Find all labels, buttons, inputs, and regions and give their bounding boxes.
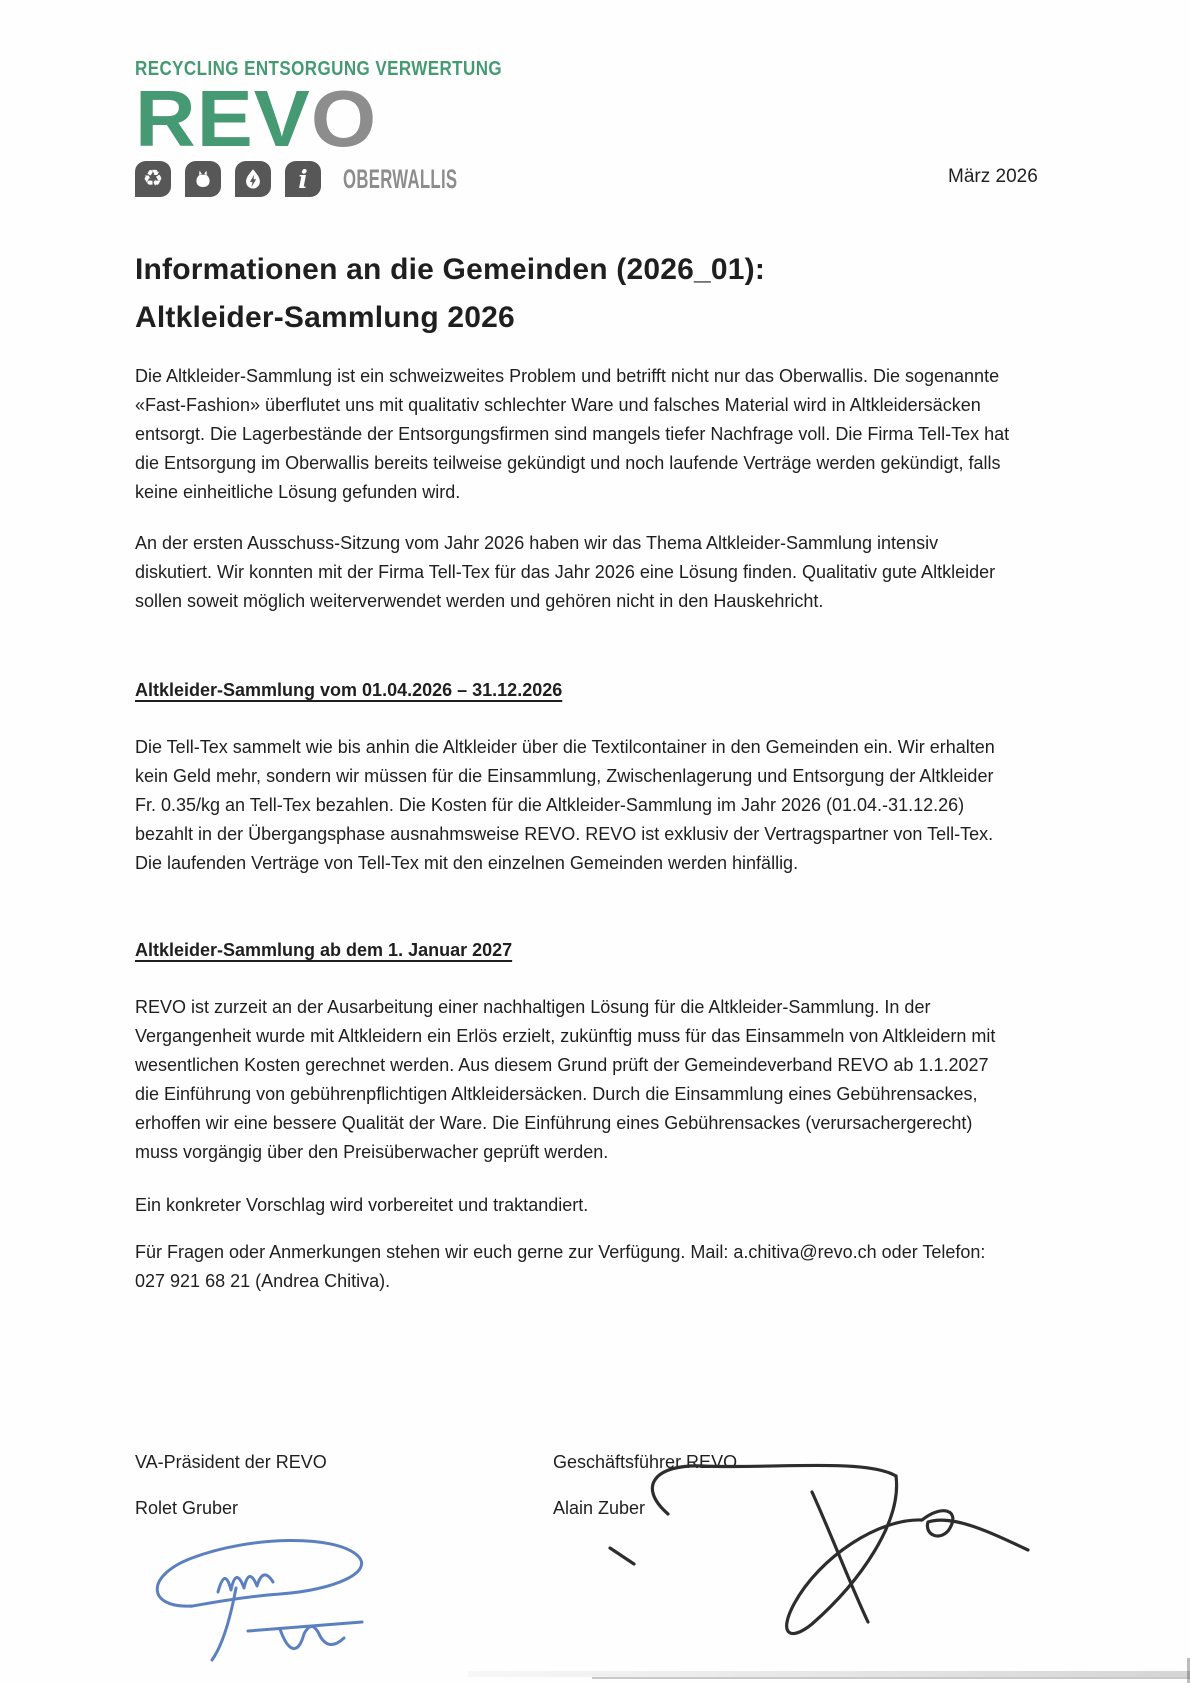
logo-icon-row	[135, 161, 567, 197]
title-line-1: Informationen an die Gemeinden (2026_01):	[135, 253, 766, 286]
wordmark-o: O	[310, 74, 378, 163]
logo-tagline: RECYCLING ENTSORGUNG VERWERTUNG	[135, 58, 503, 80]
letter-date: März 2026	[948, 166, 1038, 187]
signature-right-role: Geschäftsführer REVO	[553, 1452, 738, 1472]
logo-region-label: OBERWALLIS	[343, 163, 458, 194]
trash-bag-icon	[185, 161, 221, 197]
signature-left-name: Rolet Gruber	[135, 1498, 239, 1518]
paragraph-vorschlag: Ein konkreter Vorschlag wird vorbereitet und traktandiert.	[135, 1195, 589, 1215]
paragraph-kontakt: Für Fragen oder Anmerkungen stehen wir euch gerne zur Verfügung. Mail: a.chitiva@revo.ch oder Telefon: 027 921 68 21 (Andrea Chitiva).	[135, 1242, 986, 1291]
energy-flame-icon	[235, 161, 271, 197]
letter-body	[135, 362, 1013, 1296]
signature-left-role: VA-Präsident der REVO	[135, 1452, 327, 1472]
paragraph-ausschuss: An der ersten Ausschuss-Sitzung vom Jahr 2026 haben wir das Thema Altkleider-Sammlung intensiv diskutiert. Wir konnten mit der Firma Tell-Tex für das Jahr 2026 eine Lösung finden. Qualitativ gute Altkleider sollen soweit möglich weiterverwendet werden und gehören nicht in den Hauskehricht.	[135, 533, 996, 611]
paragraph-zukunft: REVO ist zurzeit an der Ausarbeitung einer nachhaltigen Lösung für die Altkleider-Sammlung. In der Vergangenheit wurde mit Altkleidern ein Erlös erzielt, zukünftig muss für das Einsammeln von Altkleidern mit wesentlichen Kosten gerechnet werden. Aus diesem Grund prüft der Gemeindeverband REVO ab 1.1.2027 die Einführung von gebührenpflichtigen Altkleidersäcken. Durch die Einsammlung eines Gebührensackes, erhoffen wir eine bessere Qualität der Ware. Die Einführung eines Gebührensackes (verursachergerecht) muss vorgängig über den Preisüberwacher geprüft werden.	[135, 997, 996, 1162]
handwritten-signature-blue	[130, 1528, 440, 1673]
signature-left-column	[135, 1452, 553, 1519]
section-heading-2026: Altkleider-Sammlung vom 01.04.2026 – 31.12.2026	[135, 680, 563, 700]
recycle-icon: ♻	[135, 161, 171, 197]
scan-line-bottom	[592, 1677, 1190, 1679]
signature-right-name: Alain Zuber	[553, 1498, 646, 1518]
info-icon: i	[285, 161, 321, 197]
letter-title	[135, 246, 1035, 342]
paragraph-intro: Die Altkleider-Sammlung ist ein schweizweites Problem und betrifft nicht nur das Oberwallis. Die sogenannte «Fast-Fashion» überflutet uns mit qualitativ schlechter Ware und falsches Material wird in Altkleidersäcken entsorgt. Die Lagerbestände der Entsorgungsfirmen sind mangels tiefer Nachfrage voll. Die Firma Tell-Tex hat die Entsorgung im Oberwallis bereits teilweise gekündigt und noch laufende Verträge werden gekündigt, falls keine einheitliche Lösung gefunden wird.	[135, 366, 1010, 502]
section-heading-2027: Altkleider-Sammlung ab dem 1. Januar 2027	[135, 940, 513, 960]
revo-wordmark	[135, 74, 588, 163]
title-line-2: Altkleider-Sammlung 2026	[135, 301, 515, 334]
handwritten-signature-black	[550, 1452, 1050, 1652]
revo-logo	[135, 58, 567, 197]
wordmark-rev: REV	[135, 74, 311, 163]
paragraph-telltex: Die Tell-Tex sammelt wie bis anhin die Altkleider über die Textilcontainer in den Gemeinden ein. Wir erhalten kein Geld mehr, sondern wir müssen für die Einsammlung, Zwischenlagerung und Entsorgung der Altkleider Fr. 0.35/kg an Tell-Tex bezahlen. Die Kosten für die Altkleider-Sammlung im Jahr 2026 (01.04.-31.12.26) bezahlt in der Übergangsphase ausnahmsweise REVO. REVO ist exklusiv der Vertragspartner von Tell-Tex. Die laufenden Verträge von Tell-Tex mit den einzelnen Gemeinden werden hinfällig.	[135, 737, 995, 873]
